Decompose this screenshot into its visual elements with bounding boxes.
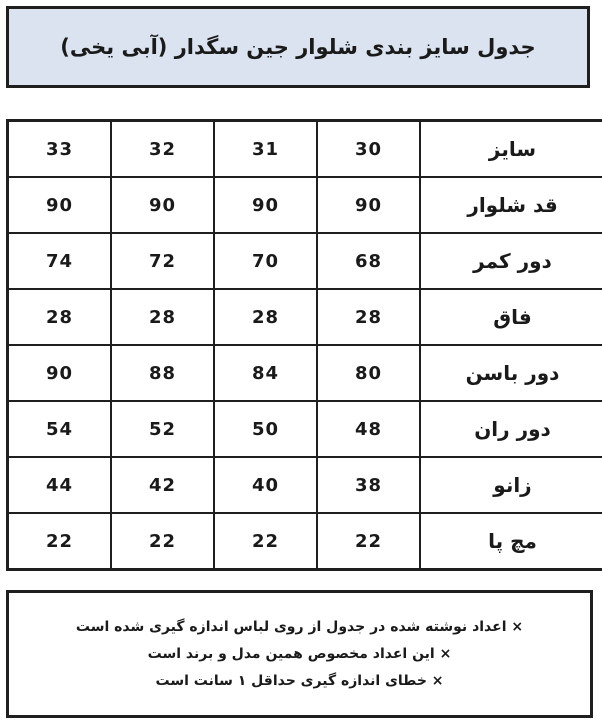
table-row <box>8 345 602 401</box>
table-cell: 90 <box>214 177 317 233</box>
table-cell: 40 <box>214 457 317 513</box>
row-label: زانو <box>420 457 602 513</box>
table-cell: 48 <box>317 401 420 457</box>
table-cell: 22 <box>111 513 214 570</box>
table-cell: 80 <box>317 345 420 401</box>
table-row <box>8 233 602 289</box>
table-row <box>8 177 602 233</box>
table-cell: 28 <box>111 289 214 345</box>
table-cell: 90 <box>8 177 112 233</box>
row-label: دور کمر <box>420 233 602 289</box>
row-label: دور ران <box>420 401 602 457</box>
table-row <box>8 513 602 570</box>
table-cell: 70 <box>214 233 317 289</box>
table-cell: 33 <box>8 121 112 178</box>
row-label: مچ پا <box>420 513 602 570</box>
table-cell: 22 <box>8 513 112 570</box>
table-cell: 32 <box>111 121 214 178</box>
table-row <box>8 401 602 457</box>
row-label: دور باسن <box>420 345 602 401</box>
table-cell: 38 <box>317 457 420 513</box>
table-cell: 72 <box>111 233 214 289</box>
table-cell: 44 <box>8 457 112 513</box>
table-cell: 50 <box>214 401 317 457</box>
page-title: جدول سایز بندی شلوار جین سگدار (آبی یخی) <box>60 35 536 59</box>
table-cell: 88 <box>111 345 214 401</box>
table-cell: 42 <box>111 457 214 513</box>
table-cell: 90 <box>317 177 420 233</box>
table-cell: 68 <box>317 233 420 289</box>
table-cell: 28 <box>317 289 420 345</box>
notes-box <box>6 590 593 718</box>
table-cell: 52 <box>111 401 214 457</box>
table-cell: 84 <box>214 345 317 401</box>
note-line: × اعداد نوشته شده در جدول از روی لباس اندازه گیری شده است <box>75 618 524 635</box>
table-cell: 90 <box>111 177 214 233</box>
table-cell: 74 <box>8 233 112 289</box>
table-cell: 30 <box>317 121 420 178</box>
table-cell: 90 <box>8 345 112 401</box>
table-cell: 22 <box>317 513 420 570</box>
table-row <box>8 121 602 178</box>
table-cell: 28 <box>8 289 112 345</box>
table-row <box>8 289 602 345</box>
table-row <box>8 457 602 513</box>
note-line: × این اعداد مخصوص همین مدل و برند است <box>147 645 452 662</box>
table-cell: 22 <box>214 513 317 570</box>
table-cell: 54 <box>8 401 112 457</box>
row-label: سایز <box>420 121 602 178</box>
note-line: × خطای اندازه گیری حداقل ۱ سانت است <box>155 672 444 689</box>
table-cell: 31 <box>214 121 317 178</box>
row-label: فاق <box>420 289 602 345</box>
row-label: قد شلوار <box>420 177 602 233</box>
title-box <box>6 6 590 88</box>
table-cell: 28 <box>214 289 317 345</box>
size-chart-table <box>6 119 602 571</box>
